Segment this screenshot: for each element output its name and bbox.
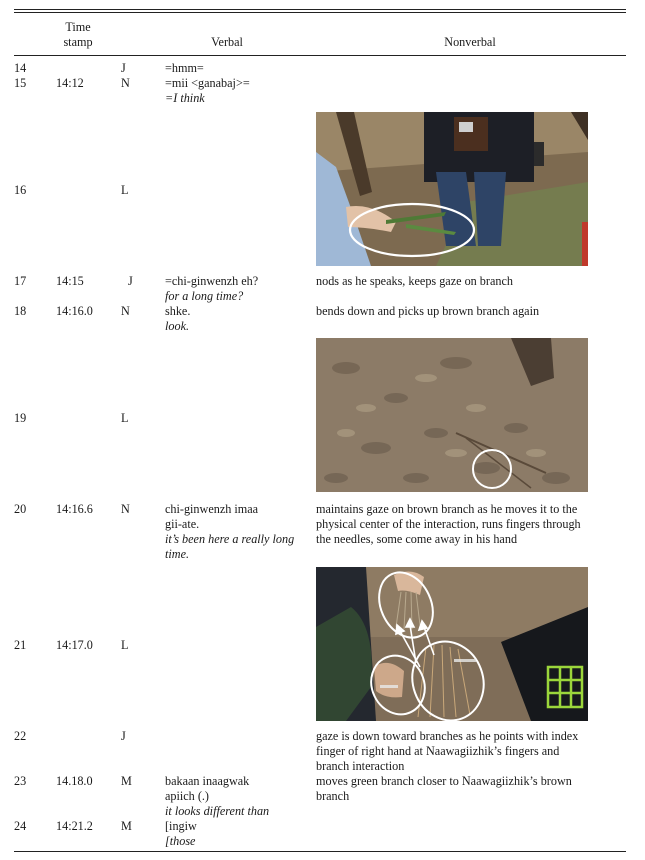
row-number: 24 <box>14 819 27 833</box>
header-time: Time <box>65 20 91 34</box>
row-timestamp: 14:21.2 <box>56 819 93 833</box>
row-timestamp: 14:12 <box>56 76 84 90</box>
forest-floor-image <box>316 338 588 492</box>
row-verbal: apiich (.) <box>165 789 209 803</box>
row-number: 14 <box>14 61 27 75</box>
row-timestamp: 14.18.0 <box>56 774 93 788</box>
row-nonverbal: physical center of the interaction, runs fingers through <box>316 517 581 531</box>
row-verbal: [ingiw <box>165 819 197 833</box>
row-nonverbal: the needles, some come away in his hand <box>316 532 518 546</box>
hands-branches-image <box>316 567 588 721</box>
header-nonverbal: Nonverbal <box>444 35 496 49</box>
row-translation: look. <box>165 319 190 333</box>
row-verbal: =mii <ganabaj>= <box>165 76 250 90</box>
row-number: 21 <box>14 638 27 652</box>
row-number: 18 <box>14 304 27 318</box>
row-number: 20 <box>14 502 27 516</box>
header-rule <box>14 55 626 56</box>
row-nonverbal: branch <box>316 789 350 803</box>
row-nonverbal: maintains gaze on brown branch as he moves it to the <box>316 502 578 516</box>
row-nonverbal: branch interaction <box>316 759 405 773</box>
header-verbal: Verbal <box>211 35 243 49</box>
video-still-image <box>316 338 588 492</box>
row-verbal: gii-ate. <box>165 517 200 531</box>
row-translation: [those <box>165 834 196 848</box>
row-number: 23 <box>14 774 27 788</box>
row-verbal: chi-ginwenzh imaa <box>165 502 259 516</box>
row-verbal: =chi-ginwenzh eh? <box>165 274 259 288</box>
row-verbal: =hmm= <box>165 61 204 75</box>
row-speaker: N <box>121 304 130 318</box>
row-nonverbal: moves green branch closer to Naawagiizhik’s brown <box>316 774 572 788</box>
header-stamp: stamp <box>63 35 93 49</box>
row-translation: it’s been here a really long <box>165 532 295 546</box>
row-verbal: shke. <box>165 304 191 318</box>
row-translation: =I think <box>165 91 205 105</box>
video-still-image <box>316 112 588 266</box>
row-number: 17 <box>14 274 27 288</box>
row-speaker: N <box>121 76 130 90</box>
row-number: 16 <box>14 183 27 197</box>
row-timestamp: 14:15 <box>56 274 84 288</box>
bottom-rule <box>14 851 626 852</box>
row-verbal: bakaan inaagwak <box>165 774 250 788</box>
video-still-image <box>316 567 588 721</box>
row-number: 22 <box>14 729 27 743</box>
top-rule <box>14 9 626 10</box>
row-speaker: L <box>121 638 129 652</box>
row-speaker: L <box>121 183 129 197</box>
row-speaker: L <box>121 411 129 425</box>
top-rule-2 <box>14 12 626 13</box>
row-timestamp: 14:16.6 <box>56 502 93 516</box>
row-number: 15 <box>14 76 27 90</box>
row-number: 19 <box>14 411 27 425</box>
row-speaker: M <box>121 819 132 833</box>
row-speaker: J <box>121 729 126 743</box>
row-nonverbal: gaze is down toward branches as he points with index <box>316 729 579 743</box>
row-nonverbal: bends down and picks up brown branch again <box>316 304 540 318</box>
row-timestamp: 14:16.0 <box>56 304 93 318</box>
row-translation: it looks different than <box>165 804 270 818</box>
row-translation: time. <box>165 547 190 561</box>
forest-hands-image <box>316 112 588 266</box>
row-timestamp: 14:17.0 <box>56 638 93 652</box>
row-nonverbal: nods as he speaks, keeps gaze on branch <box>316 274 513 288</box>
row-translation: for a long time? <box>165 289 244 303</box>
row-nonverbal: finger of right hand at Naawagiizhik’s fingers and <box>316 744 560 758</box>
row-speaker: J <box>121 61 126 75</box>
row-speaker: J <box>128 274 133 288</box>
row-speaker: N <box>121 502 130 516</box>
row-speaker: M <box>121 774 132 788</box>
